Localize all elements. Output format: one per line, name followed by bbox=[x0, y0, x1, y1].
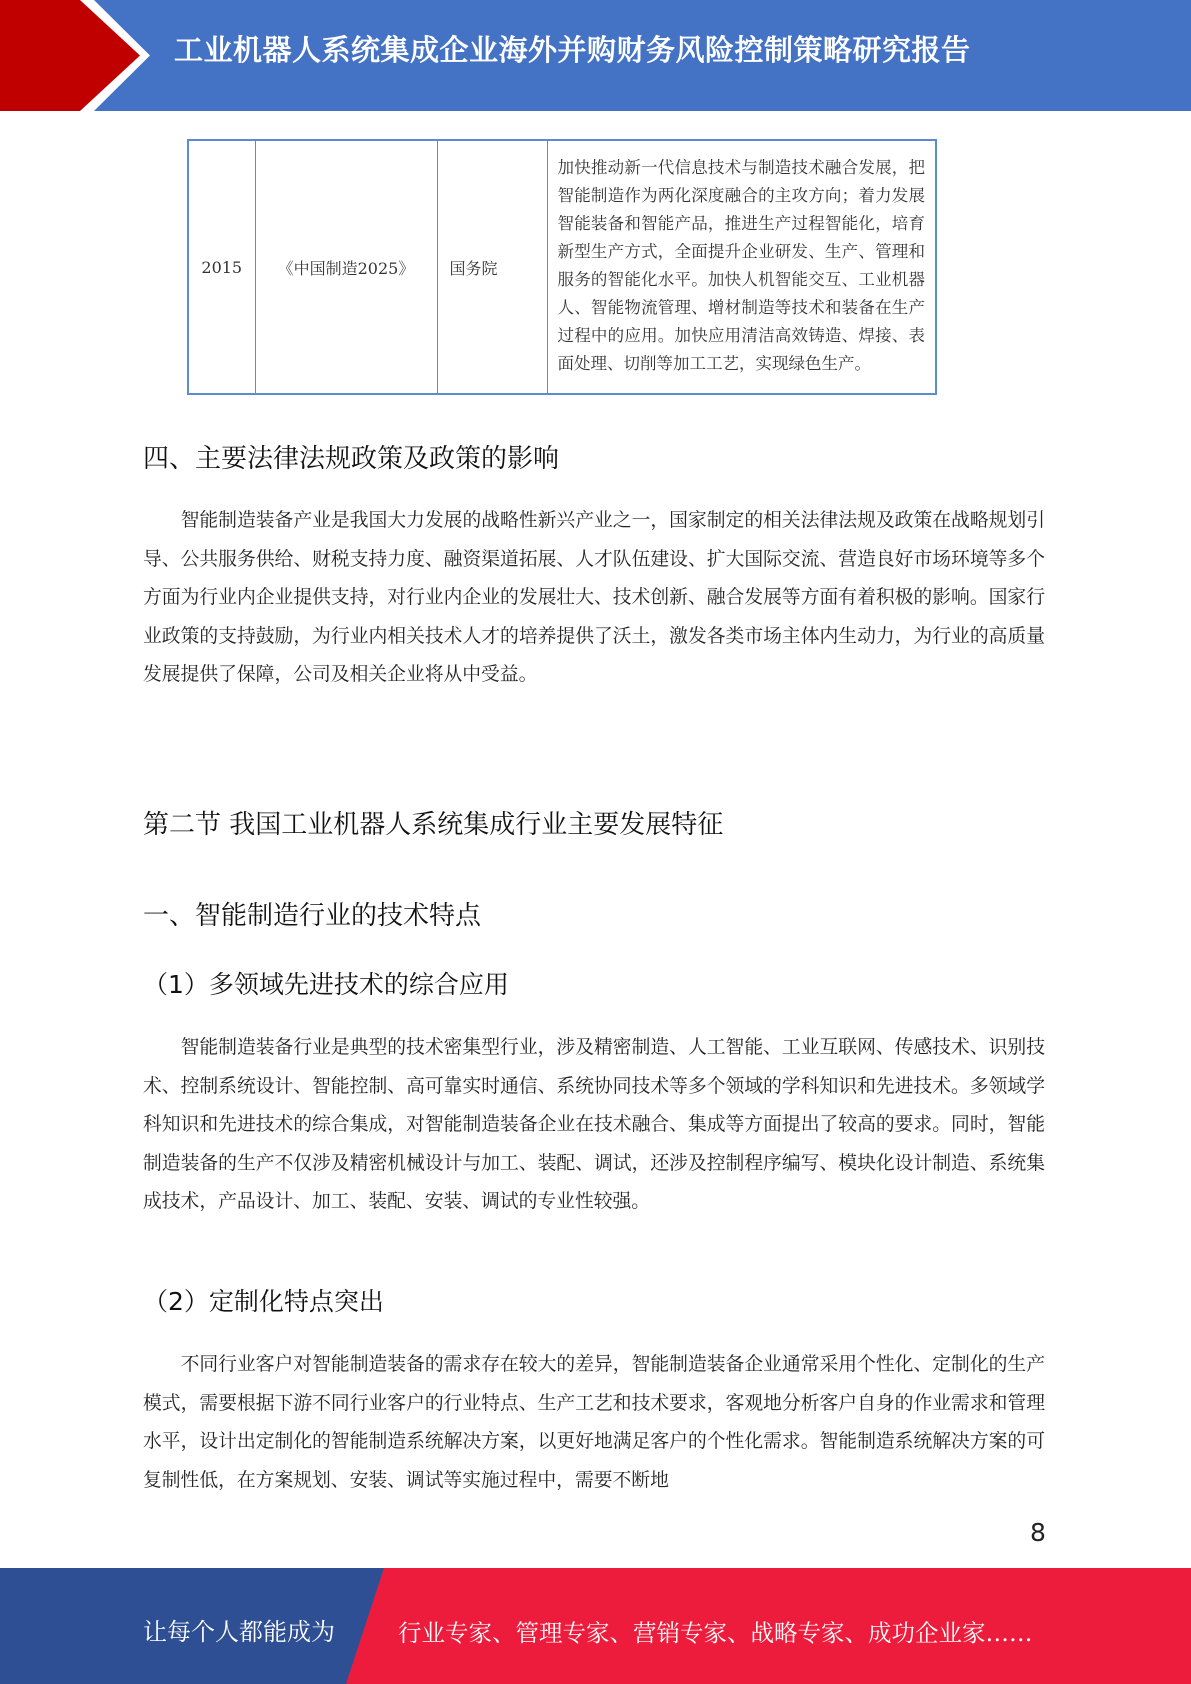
section-paragraph: 智能制造装备行业是典型的技术密集型行业，涉及精密制造、人工智能、工业互联网、传感技术、识别技术、控制系统设计、智能控制、高可靠实时通信、系统协同技术等多个领域的学科知识和先进技术。多领域学科知识和先进技术的综合集成，对智能制造装备企业在技术融合、集成等方面提出了较高的要求。同时，智能制造装备的生产不仅涉及精密机械设计与加工、装配、调试，还涉及控制程序编写、模块化设计制造、系统集成技术，产品设计、加工、装配、安装、调试的专业性较强。 bbox=[143, 1037, 1045, 1212]
chapter-heading: 第二节 我国工业机器人系统集成行业主要发展特征 bbox=[143, 810, 724, 840]
footer-slogan-right: 行业专家、管理专家、营销专家、战略专家、成功企业家…… bbox=[398, 1619, 1033, 1647]
subsection-heading: （2）定制化特点突出 bbox=[143, 1287, 384, 1316]
policy-table bbox=[187, 139, 937, 395]
section-paragraph: 智能制造装备产业是我国大力发展的战略性新兴产业之一，国家制定的相关法律法规及政策在战略规划引导、公共服务供给、财税支持力度、融资渠道拓展、人才队伍建设、扩大国际交流、营造良好市场环境等多个方面为行业内企业提供支持，对行业内企业的发展壮大、技术创新、融合发展等方面有着积极的影响。国家行业政策的支持鼓励，为行业内相关技术人才的培养提供了沃土，激发各类市场主体内生动力，为行业的高质量发展提供了保障，公司及相关企业将从中受益。 bbox=[143, 510, 1045, 685]
report-title: 工业机器人系统集成企业海外并购财务风险控制策略研究报告 bbox=[174, 33, 971, 67]
policy-issuer: 国务院 bbox=[437, 140, 547, 394]
section-heading: 一、智能制造行业的技术特点 bbox=[143, 901, 482, 931]
footer-slogan-left: 让每个人都能成为 bbox=[143, 1618, 335, 1646]
section-paragraph: 不同行业客户对智能制造装备的需求存在较大的差异，智能制造装备企业通常采用个性化、定制化的生产模式，需要根据下游不同行业客户的行业特点、生产工艺和技术要求，客观地分析客户自身的作业需求和管理水平，设计出定制化的智能制造系统解决方案，以更好地满足客户的个性化需求。智能制造系统解决方案的可复制性低，在方案规划、安装、调试等实施过程中，需要不断地 bbox=[143, 1354, 1045, 1491]
page-number: 8 bbox=[1030, 1518, 1046, 1547]
policy-content: 加快推动新一代信息技术与制造技术融合发展，把智能制造作为两化深度融合的主攻方向；着力发展智能装备和智能产品，推进生产过程智能化，培育新型生产方式，全面提升企业研发、生产、管理和服务的智能化水平。加快人机智能交互、工业机器人、智能物流管理、增材制造等技术和装备在生产过程中的应用。加快应用清洁高效铸造、焊接、表面处理、切削等加工工艺，实现绿色生产。 bbox=[547, 140, 936, 394]
policy-year: 2015 bbox=[188, 140, 255, 394]
header-arrow-decoration bbox=[0, 0, 150, 111]
subsection-heading: （1）多领域先进技术的综合应用 bbox=[143, 970, 509, 999]
page-footer bbox=[0, 1568, 1191, 1684]
policy-name: 《中国制造2025》 bbox=[255, 140, 437, 394]
page-header bbox=[0, 0, 1191, 111]
section-heading: 四、主要法律法规政策及政策的影响 bbox=[143, 444, 560, 474]
table-row bbox=[188, 140, 936, 394]
